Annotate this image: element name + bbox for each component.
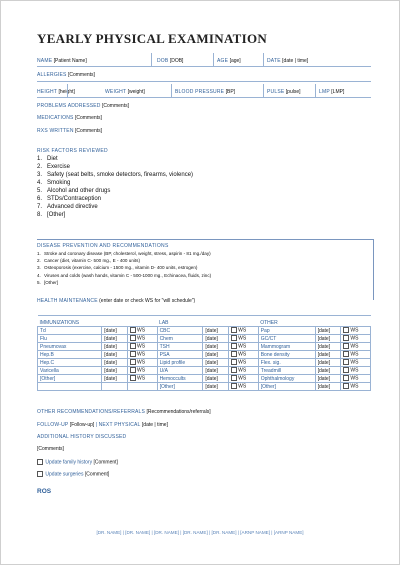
list-item: 1. Stroke and coronary disease (BP, cholesterol, weight, stress, aspirin - 81 mg./day) (37, 251, 211, 256)
other-recommendations-label: OTHER RECOMMENDATIONS/REFERRALS (37, 409, 146, 415)
other-ws-cell[interactable] (341, 359, 371, 367)
immunizations-name-cell: Pneumovax (38, 343, 102, 351)
other-name-cell: GC/CT (258, 335, 315, 343)
labs-ws-cell[interactable] (229, 383, 259, 391)
list-item: 6. STDs/Contraception (37, 196, 102, 202)
divider (263, 53, 264, 66)
other-name-cell: Flex. sig. (258, 359, 315, 367)
divider (37, 97, 371, 98)
problems-field[interactable]: [Comments] (102, 103, 129, 109)
list-item: 7. Advanced directive (37, 204, 98, 210)
ws-checkbox[interactable] (130, 327, 136, 333)
labs-date-cell[interactable]: [date] (203, 343, 229, 351)
divider (263, 84, 264, 97)
labs-name-cell: Hemoccults (157, 375, 203, 383)
ws-checkbox[interactable] (231, 343, 237, 349)
ws-label: WS (350, 343, 359, 350)
ws-label: WS (238, 383, 247, 390)
labs-ws-cell[interactable] (229, 335, 259, 343)
immunizations-name-cell: Flu (38, 335, 102, 343)
table-row (38, 367, 371, 375)
ws-label: WS (137, 343, 146, 350)
ws-label: WS (137, 351, 146, 358)
ws-label: WS (350, 335, 359, 342)
ws-checkbox[interactable] (130, 367, 136, 373)
immunizations-name-cell: [Other] (38, 375, 102, 383)
labs-date-cell[interactable]: [date] (203, 335, 229, 343)
labs-date-cell[interactable]: [date] (203, 327, 229, 335)
ws-checkbox[interactable] (343, 335, 349, 341)
ws-label: WS (238, 335, 247, 342)
ws-label: WS (238, 351, 247, 358)
immunizations-date-cell[interactable]: [date] (102, 335, 128, 343)
ws-checkbox[interactable] (343, 327, 349, 333)
labs-name-cell: U/A (157, 367, 203, 375)
list-item: 5. [Other] (37, 279, 59, 285)
document-page: YEARLY PHYSICAL EXAMINATION NAME [Patient Name] DOB [DOB] AGE [age] DATE [date | time] ALLERGIES [Comments] HEIGHT [height] WEIGHT [weight] BLOOD PRESSURE [BP] PULSE [pulse] LMP [LMP] PROBLEMS ADDRESSED [Comments] MEDICATIONS [Comments] RXS WRITTEN [Comments] RISK FACTORS REVIEWED 1. Diet 2. Exercise 3. Safety (seat belts, smoke detectors, firearms, violence) 4. Smoking 5. Alcohol and other drugs 6. STDs/Contraception 7. Advanced directive 8. [Other] DISEASE PREVENTION AND RECOMMENDATIONS 1. Stroke and coronary disease (BP, cholesterol, weight, stress, aspirin - 81 mg./day) 2. Cancer (diet, vitamin C- 500 mg., E - 400 units) 3. Osteoporosis (exercise, calcium - 1500 mg., vitamin D- 400 units, estrogen) 4. Viruses and colds (wash hands, vitamin C - 500-1000 mg., Echinacea, fluids, zinc) 5. [Other] HEALTH MAINTENANCE (enter date or check WS for "will schedule") IMMUNIZATIONS LAB OTHER Td [date] WS CBC [date] WS Pap [date] WS Flu [date] WS Chem [date] WS GC/CT [date] WS Pneumovax [date] WS TSH [date] WS Mammogram [date] WS Hep.B [date] WS PSA [date] WS Bone density [date] WS Hep.C [date] WS Lipid profile [date] WS Flex. sig. [date] WS Varicella [date] WS U/A [date] WS Treadmill [date] WS [Other] [date] WS Hemoccults [date] WS Ophthalmology [date] WS [Other] [date] WS [Other] [date] WS OTHER RECOMMENDATIONS/REFERRALS [Recommendations/referrals] FOLLOW-UP [Follow-up] | NEXT PHYSICAL [date | time] ADDITIONAL HISTORY DISCUSSED [Comments] Update family history [Comment] Update surgeries [Comment] ROS [DR. NAME] | [DR. NAME] | [DR. NAME] | [DR. NAME] | [DR. NAME] | [ARNP NAME] | [ARNP NAME] (0, 0, 400, 565)
health-maintenance-table (37, 315, 371, 391)
labs-date-cell[interactable]: [date] (203, 359, 229, 367)
weight-field[interactable]: [weight] (127, 89, 145, 95)
risk-factors-list (37, 155, 193, 219)
list-item: 4. Smoking (37, 180, 71, 186)
other-date-cell[interactable]: [date] (315, 351, 341, 359)
update-surgeries-checkbox[interactable] (37, 471, 43, 477)
rxs-label: RXS WRITTEN (37, 128, 74, 134)
other-name-cell: Treadmill (258, 367, 315, 375)
blood-pressure-field[interactable]: [BP] (225, 89, 236, 95)
labs-date-cell[interactable]: [date] (203, 375, 229, 383)
other-date-cell[interactable]: [date] (315, 383, 341, 391)
follow-up-label: FOLLOW-UP (37, 422, 69, 428)
labs-name-cell: Lipid profile (157, 359, 203, 367)
ws-checkbox[interactable] (343, 343, 349, 349)
ws-checkbox[interactable] (130, 335, 136, 341)
immunizations-name-cell: Td (38, 327, 102, 335)
ws-label: WS (137, 367, 146, 374)
medications-field[interactable]: [Comments] (74, 115, 102, 121)
ws-checkbox[interactable] (130, 359, 136, 365)
divider (213, 53, 214, 66)
table-row (38, 335, 371, 343)
ws-checkbox[interactable] (231, 351, 237, 357)
list-item: 8. [Other] (37, 212, 66, 218)
ws-checkbox[interactable] (231, 327, 237, 333)
height-field[interactable]: [height] (58, 89, 75, 95)
ros-heading: ROS (37, 488, 52, 495)
ws-checkbox[interactable] (231, 367, 237, 373)
other-recommendations-field[interactable]: [Recommendations/referrals] (146, 409, 211, 415)
immunizations-ws-cell[interactable] (128, 351, 158, 359)
other-ws-cell[interactable] (341, 351, 371, 359)
other-ws-cell[interactable] (341, 375, 371, 383)
other-date-cell[interactable]: [date] (315, 367, 341, 375)
other-date-cell[interactable]: [date] (315, 327, 341, 335)
blood-pressure-label: BLOOD PRESSURE (175, 89, 225, 95)
ws-checkbox[interactable] (343, 359, 349, 365)
other-name-cell: Mammogram (258, 343, 315, 351)
labs-name-cell: PSA (157, 351, 203, 359)
dob-field[interactable]: [DOB] (169, 58, 184, 64)
other-ws-cell[interactable] (341, 367, 371, 375)
rxs-field[interactable]: [Comments] (75, 128, 102, 134)
other-ws-cell[interactable] (341, 343, 371, 351)
list-item: 5. Alcohol and other drugs (37, 188, 111, 194)
ws-label: WS (137, 359, 146, 366)
ws-label: WS (350, 367, 359, 374)
disease-prevention-heading: DISEASE PREVENTION AND RECOMMENDATIONS (37, 243, 169, 249)
ws-checkbox[interactable] (231, 383, 237, 389)
disease-prevention-list (37, 250, 211, 286)
immunizations-ws-cell[interactable] (128, 343, 158, 351)
labs-name-cell: [Other] (157, 383, 203, 391)
height-label: HEIGHT (37, 89, 58, 95)
list-item: 2. Cancer (diet, vitamin C- 500 mg., E - 400 units) (37, 258, 140, 264)
health-maintenance-note: (enter date or check WS for "will schedule") (99, 298, 196, 304)
other-name-cell: Bone density (258, 351, 315, 359)
immunizations-date-cell[interactable]: [date] (102, 359, 128, 367)
age-label: AGE (217, 58, 229, 64)
update-surgeries-label: Update surgeries (45, 471, 84, 478)
ws-checkbox[interactable] (343, 351, 349, 357)
ws-checkbox[interactable] (343, 367, 349, 373)
ws-checkbox[interactable] (231, 335, 237, 341)
problems-label: PROBLEMS ADDRESSED (37, 103, 101, 109)
other-ws-cell[interactable] (341, 327, 371, 335)
update-family-checkbox[interactable] (37, 459, 43, 465)
dob-label: DOB (157, 58, 169, 64)
divider (151, 53, 152, 66)
next-physical-label: NEXT PHYSICAL (98, 422, 141, 428)
ws-label: WS (238, 343, 247, 350)
ws-checkbox[interactable] (130, 375, 136, 381)
labs-name-cell: CBC (157, 327, 203, 335)
immunizations-ws-cell[interactable] (128, 367, 158, 375)
weight-label: WEIGHT (105, 89, 127, 95)
immunizations-date-cell (102, 383, 128, 391)
immunizations-name-cell: Hep.C (38, 359, 102, 367)
update-family-field[interactable]: [Comment] (93, 459, 118, 466)
other-name-cell: Pap (258, 327, 315, 335)
ws-label: WS (350, 375, 359, 382)
update-surgeries-field[interactable]: [Comment] (84, 471, 110, 478)
immunizations-date-cell[interactable]: [date] (102, 375, 128, 383)
ws-label: WS (137, 335, 146, 342)
ws-label: WS (238, 375, 247, 382)
labs-ws-cell[interactable] (229, 327, 259, 335)
column-header: IMMUNIZATIONS (38, 316, 102, 327)
column-header: LAB (157, 316, 203, 327)
list-item: 4. Viruses and colds (wash hands, vitamin C - 500-1000 mg., Echinacea, fluids, zinc) (37, 272, 212, 278)
labs-date-cell[interactable]: [date] (203, 351, 229, 359)
other-name-cell: [Other] (258, 383, 315, 391)
divider (37, 66, 371, 67)
other-ws-cell[interactable] (341, 335, 371, 343)
follow-up-field[interactable]: [Follow-up] (69, 422, 95, 428)
divider (171, 84, 172, 97)
immunizations-ws-cell[interactable] (128, 359, 158, 367)
column-header: OTHER (258, 316, 315, 327)
date-label: DATE (267, 58, 281, 64)
immunizations-date-cell[interactable]: [date] (102, 351, 128, 359)
medications-label: MEDICATIONS (37, 115, 74, 121)
immunizations-ws-cell[interactable] (128, 327, 158, 335)
labs-date-cell[interactable]: [date] (203, 367, 229, 375)
lmp-field[interactable]: [LMP] (331, 89, 345, 95)
additional-history-field[interactable]: [Comments] (37, 446, 64, 452)
divider (315, 84, 316, 97)
other-date-cell[interactable]: [date] (315, 335, 341, 343)
table-row (38, 375, 371, 383)
list-item: 3. Safety (seat belts, smoke detectors, firearms, violence) (37, 172, 194, 178)
labs-name-cell: Chem (157, 335, 203, 343)
ws-checkbox[interactable] (231, 375, 237, 381)
ws-label: WS (350, 383, 359, 390)
risk-factors-heading: RISK FACTORS REVIEWED (37, 148, 108, 154)
other-name-cell: Ophthalmology (258, 375, 315, 383)
allergies-field[interactable]: [Comments] (67, 72, 95, 78)
ws-label: WS (350, 351, 359, 358)
immunizations-date-cell[interactable]: [date] (102, 343, 128, 351)
ws-label: WS (238, 367, 247, 374)
ws-checkbox[interactable] (343, 375, 349, 381)
other-ws-cell[interactable] (341, 383, 371, 391)
table-row (38, 351, 371, 359)
immunizations-ws-cell[interactable] (128, 335, 158, 343)
immunizations-name-cell: Hep.B (38, 351, 102, 359)
ws-label: WS (238, 327, 247, 334)
labs-ws-cell[interactable] (229, 367, 259, 375)
table-row (38, 359, 371, 367)
update-family-label: Update family history (45, 459, 93, 466)
other-date-cell[interactable]: [date] (315, 359, 341, 367)
table-row (38, 383, 371, 391)
ws-checkbox[interactable] (343, 383, 349, 389)
ws-label: WS (238, 359, 247, 366)
labs-ws-cell[interactable] (229, 351, 259, 359)
lmp-label: LMP (319, 89, 330, 95)
name-label: NAME (37, 58, 53, 64)
immunizations-name-cell (38, 383, 102, 391)
other-date-cell[interactable]: [date] (315, 343, 341, 351)
list-item: 2. Exercise (37, 164, 71, 170)
additional-history-label: ADDITIONAL HISTORY DISCUSSED (37, 434, 127, 440)
ws-label: WS (350, 359, 359, 366)
ws-checkbox[interactable] (231, 359, 237, 365)
footer-providers: [DR. NAME] | [DR. NAME] | [DR. NAME] | [DR. NAME] | [DR. NAME] | [ARNP NAME] | [ARNP NAME] (96, 530, 304, 535)
ws-label: WS (350, 327, 359, 334)
table-row (38, 327, 371, 335)
divider (67, 84, 68, 97)
pulse-label: PULSE (267, 89, 285, 95)
next-physical-field[interactable]: [date | time] (141, 422, 168, 428)
immunizations-name-cell: Varicella (38, 367, 102, 375)
labs-ws-cell[interactable] (229, 343, 259, 351)
immunizations-date-cell[interactable]: [date] (102, 327, 128, 335)
allergies-label: ALLERGIES (37, 72, 67, 78)
labs-ws-cell[interactable] (229, 375, 259, 383)
immunizations-ws-cell[interactable] (128, 375, 158, 383)
list-item: 3. Osteoporosis (exercise, calcium - 1500 mg., vitamin D- 400 units, estrogen) (37, 265, 198, 271)
other-date-cell[interactable]: [date] (315, 375, 341, 383)
labs-name-cell: TSH (157, 343, 203, 351)
table-row (38, 343, 371, 351)
ws-label: WS (137, 327, 146, 334)
name-field[interactable]: [Patient Name] (53, 58, 87, 64)
ws-label: WS (137, 375, 146, 382)
divider (37, 81, 371, 82)
age-field[interactable]: [age] (229, 58, 241, 64)
health-maintenance-label: HEALTH MAINTENANCE (37, 298, 98, 304)
ws-checkbox[interactable] (130, 343, 136, 349)
pulse-field[interactable]: [pulse] (285, 89, 301, 95)
labs-date-cell[interactable]: [date] (203, 383, 229, 391)
immunizations-ws-cell (128, 383, 158, 391)
date-field[interactable]: [date | time] (282, 58, 309, 64)
table-header-row (38, 316, 371, 327)
labs-ws-cell[interactable] (229, 359, 259, 367)
immunizations-date-cell[interactable]: [date] (102, 367, 128, 375)
list-item: 1. Diet (37, 156, 58, 162)
page-title: YEARLY PHYSICAL EXAMINATION (37, 31, 268, 46)
ws-checkbox[interactable] (130, 351, 136, 357)
